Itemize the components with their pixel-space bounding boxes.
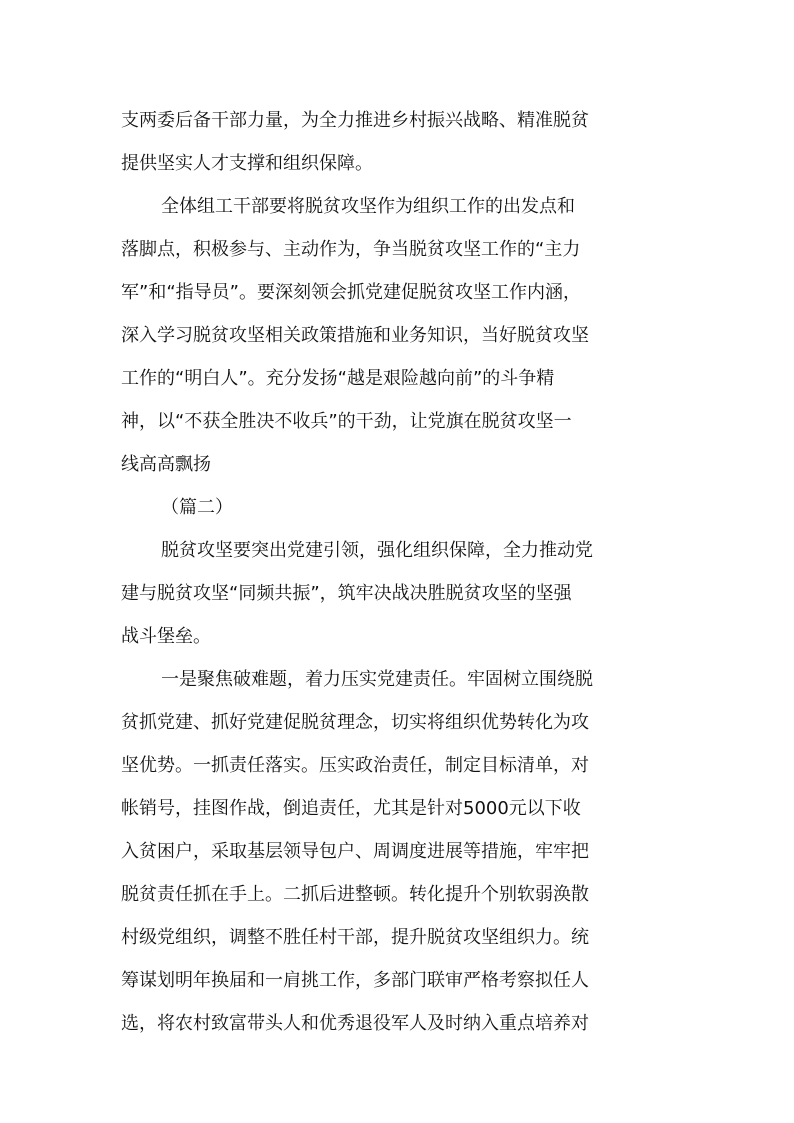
text-line: 选，将农村致富带头人和优秀退役军人及时纳入重点培养对 — [121, 1013, 589, 1034]
document-body — [121, 99, 681, 1045]
text-line: 深入学习脱贫攻坚相关政策措施和业务知识，当好脱贫攻坚 — [121, 325, 589, 346]
text-line: 全体组工干部要将脱贫攻坚作为组织工作的出发点和 — [161, 196, 575, 217]
text-line: 战斗堡垒。 — [121, 626, 211, 647]
text-line: 军”和“指导员”。要深刻领会抓党建促脱贫攻坚工作内涵， — [121, 282, 581, 303]
text-line: 工作的“明白人”。充分发扬“越是艰险越向前”的斗争精 — [121, 368, 555, 389]
text-line: 线高高飘扬 — [121, 454, 211, 475]
text-line: 落脚点，积极参与、主动作为，争当脱贫攻坚工作的“主力 — [121, 239, 581, 260]
text-line: 一是聚焦破难题，着力压实党建责任。牢固树立围绕脱 — [161, 669, 593, 690]
text-line: 入贫困户，采取基层领导包户、周调度进展等措施，牢牢把 — [121, 841, 589, 862]
text-line: 贫抓党建、抓好党建促脱贫理念，切实将组织优势转化为攻 — [121, 712, 589, 733]
text-line: 筹谋划明年换届和一肩挑工作，多部门联审严格考察拟任人 — [121, 970, 589, 991]
text-line: 脱贫责任抓在手上。二抓后进整顿。转化提升个别软弱涣散 — [121, 884, 589, 905]
text-line: 神，以“不获全胜决不收兵”的干劲，让党旗在脱贫攻坚一 — [121, 411, 572, 432]
text-line: 建与脱贫攻坚“同频共振”，筑牢决战决胜脱贫攻坚的坚强 — [121, 583, 572, 604]
text-line: 坚优势。一抓责任落实。压实政治责任，制定目标清单，对 — [121, 755, 589, 776]
text-line: 提供坚实人才支撑和组织保障。 — [121, 153, 373, 174]
text-line: 村级党组织，调整不胜任村干部，提升脱贫攻坚组织力。统 — [121, 927, 589, 948]
text-line: 脱贫攻坚要突出党建引领，强化组织保障，全力推动党 — [161, 540, 593, 561]
section-heading: （篇二） — [161, 497, 233, 518]
text-line: 支两委后备干部力量，为全力推进乡村振兴战略、精准脱贫 — [121, 110, 589, 131]
text-line: 帐销号，挂图作战，倒追责任，尤其是针对5000元以下收 — [121, 798, 581, 819]
